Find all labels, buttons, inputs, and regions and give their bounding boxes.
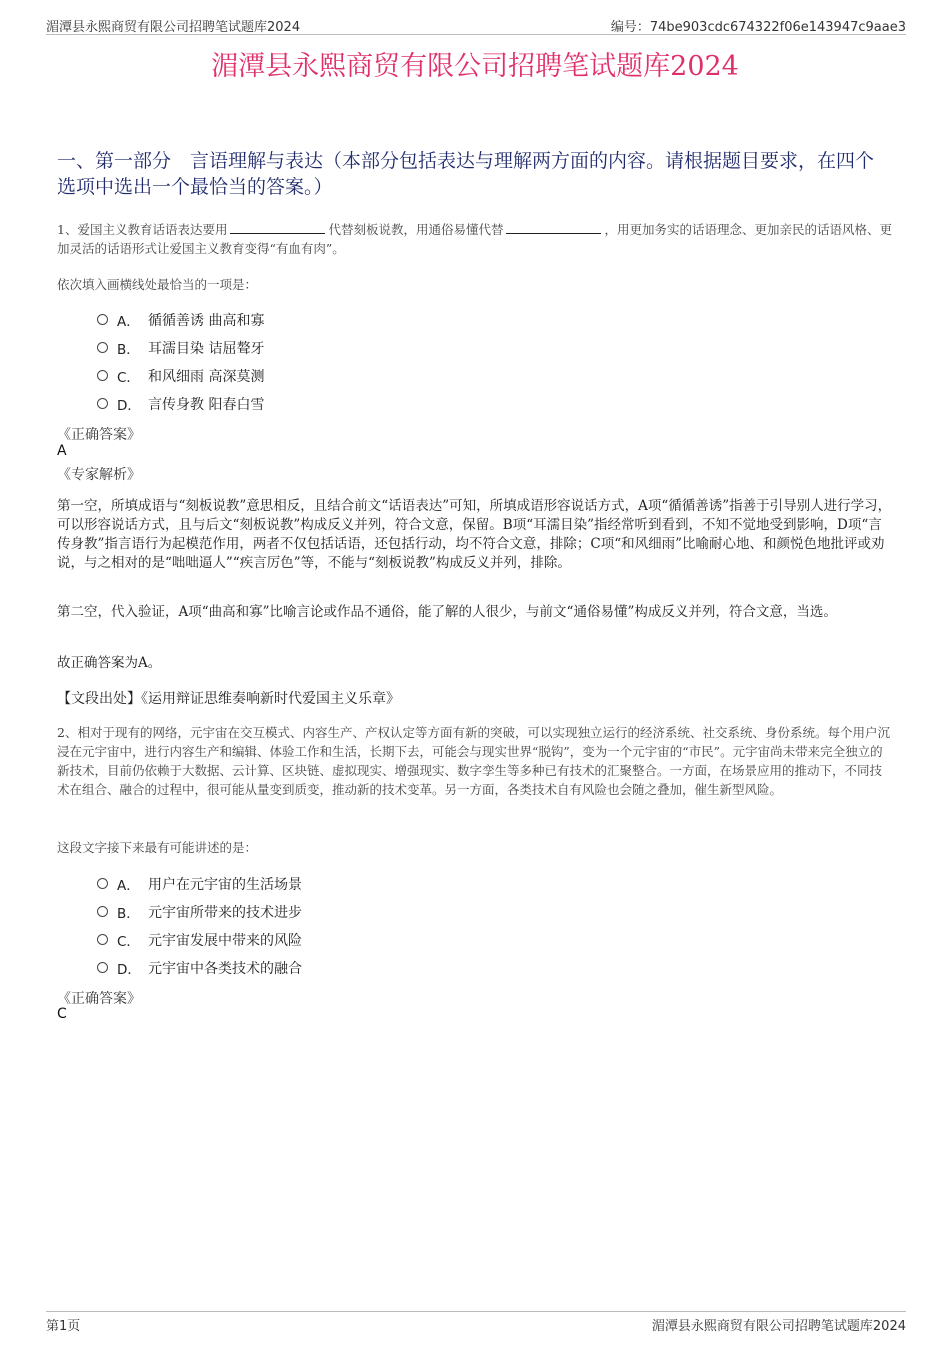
option-letter: D． <box>117 962 141 978</box>
analysis-text: 第一空，所填成语与“刻板说教”意思相反，且结合前文“话语表达”可知，所填成语形容说话方式，A项“循循善诱”指善于引导别人进行学习，可以形容说话方式，且与后文“刻板说教”构成反义并列，符合文意，保留。B项“耳濡目染”指经常听到看到，不知不觉地受到影响，D项“言传身教”指言语行为起模范作用，两者不仅包括话语，还包括行动，均不符合文意，排除；C项“和风细雨”比喻耐心地、和颜悦色地批评或劝说，与之相对的是“咄咄逼人”“疾言厉色”等，不能与“刻板说教”构成反义并列，排除。 <box>57 498 892 571</box>
option-letter: A． <box>117 314 140 330</box>
q1-analysis-paragraph-2 <box>57 603 892 622</box>
footer-doc-name: 湄潭县永熙商贸有限公司招聘笔试题库2024 <box>651 1319 906 1334</box>
option-text: 言传身教 阳春白雪 <box>148 397 265 413</box>
option-text: 用户在元宇宙的生活场景 <box>148 877 302 893</box>
q2-answer: C <box>57 1006 67 1022</box>
option-text: 元宇宙中各类技术的融合 <box>148 961 302 977</box>
option-text: 元宇宙所带来的技术进步 <box>148 905 302 921</box>
option-letter: B． <box>117 906 140 922</box>
q1-answer: A <box>57 443 67 459</box>
q1-text-c: ，用更加务实的话语理念、更加亲民的话语风格、更加灵活的话语形式让爱国主义教育变得“有血有肉”。 <box>57 222 892 256</box>
header-doc-name: 湄潭县永熙商贸有限公司招聘笔试题库2024 <box>46 20 301 35</box>
question-1-prompt: 依次填入画横线处最恰当的一项是： <box>57 277 258 292</box>
q2-text: 2、相对于现有的网络，元宇宙在交互模式、内容生产、产权认定等方面有新的突破，可以实现独立运行的经济系统、社交系统、身份系统。每个用户沉浸在元宇宙中，进行内容生产和编辑、体验工作和生活，长期下去，可能会与现实世界“脱钩”，变为一个元宇宙的“市民”。元宇宙尚未带来完全独立的新技术，目前仍依赖于大数据、云计算、区块链、虚拟现实、增强现实、数字孪生等多种已有技术的汇聚整合。一方面，在场景应用的推动下，不同技术在组合、融合的过程中，很可能从量变到质变，推动新的技术变革。另一方面，各类技术自有风险也会随之叠加，催生新型风险。 <box>57 725 890 797</box>
radio-icon[interactable] <box>97 906 108 917</box>
option-text: 耳濡目染 诘屈聱牙 <box>148 341 265 357</box>
radio-icon[interactable] <box>97 342 108 353</box>
question-2-prompt: 这段文字接下来最有可能讲述的是： <box>57 840 258 855</box>
radio-icon[interactable] <box>97 370 108 381</box>
analysis-text: 故正确答案为A。 <box>57 655 162 671</box>
q1-analysis-label: 《专家解析》 <box>57 467 141 483</box>
answer-blank-1 <box>230 221 325 234</box>
option-letter: A． <box>117 878 140 894</box>
question-2-text <box>57 723 892 799</box>
option-letter: B． <box>117 342 140 358</box>
radio-icon[interactable] <box>97 878 108 889</box>
document-title: 湄潭县永熙商贸有限公司招聘笔试题库2024 <box>211 51 739 82</box>
radio-icon[interactable] <box>97 962 108 973</box>
analysis-text: 第二空，代入验证，A项“曲高和寡”比喻言论或作品不通俗，能了解的人很少，与前文“通俗易懂”构成反义并列，符合文意，当选。 <box>57 604 837 620</box>
q1-analysis-paragraph-1 <box>57 497 892 573</box>
option-text: 循循善诱 曲高和寡 <box>148 313 265 329</box>
header-doc-id: 编号：74be903cdc674322f06e143947c9aae3 <box>610 20 906 35</box>
q1-analysis-paragraph-3 <box>57 654 892 673</box>
option-letter: C． <box>117 934 140 950</box>
q1-source: 【文段出处】《运用辩证思维奏响新时代爱国主义乐章》 <box>57 691 400 707</box>
option-letter: D． <box>117 398 141 414</box>
section-title: 一、第一部分 言语理解与表达（本部分包括表达与理解两方面的内容。请根据题目要求，在四个选项中选出一个最恰当的答案。） <box>57 150 875 198</box>
answer-blank-2 <box>506 221 601 234</box>
q2-answer-label: 《正确答案》 <box>57 991 141 1007</box>
radio-icon[interactable] <box>97 934 108 945</box>
question-1-text <box>57 220 892 258</box>
option-letter: C． <box>117 370 140 386</box>
q1-text-b: 代替刻板说教，用通俗易懂代替 <box>328 222 504 237</box>
q1-text-a: 1、爱国主义教育话语表达要用 <box>57 222 228 237</box>
page-number: 第1页 <box>46 1319 81 1334</box>
page-footer <box>46 1311 906 1334</box>
radio-icon[interactable] <box>97 314 108 325</box>
q1-answer-label: 《正确答案》 <box>57 427 141 443</box>
option-text: 元宇宙发展中带来的风险 <box>148 933 302 949</box>
page-header <box>46 14 906 35</box>
radio-icon[interactable] <box>97 398 108 409</box>
option-text: 和风细雨 高深莫测 <box>148 369 265 385</box>
